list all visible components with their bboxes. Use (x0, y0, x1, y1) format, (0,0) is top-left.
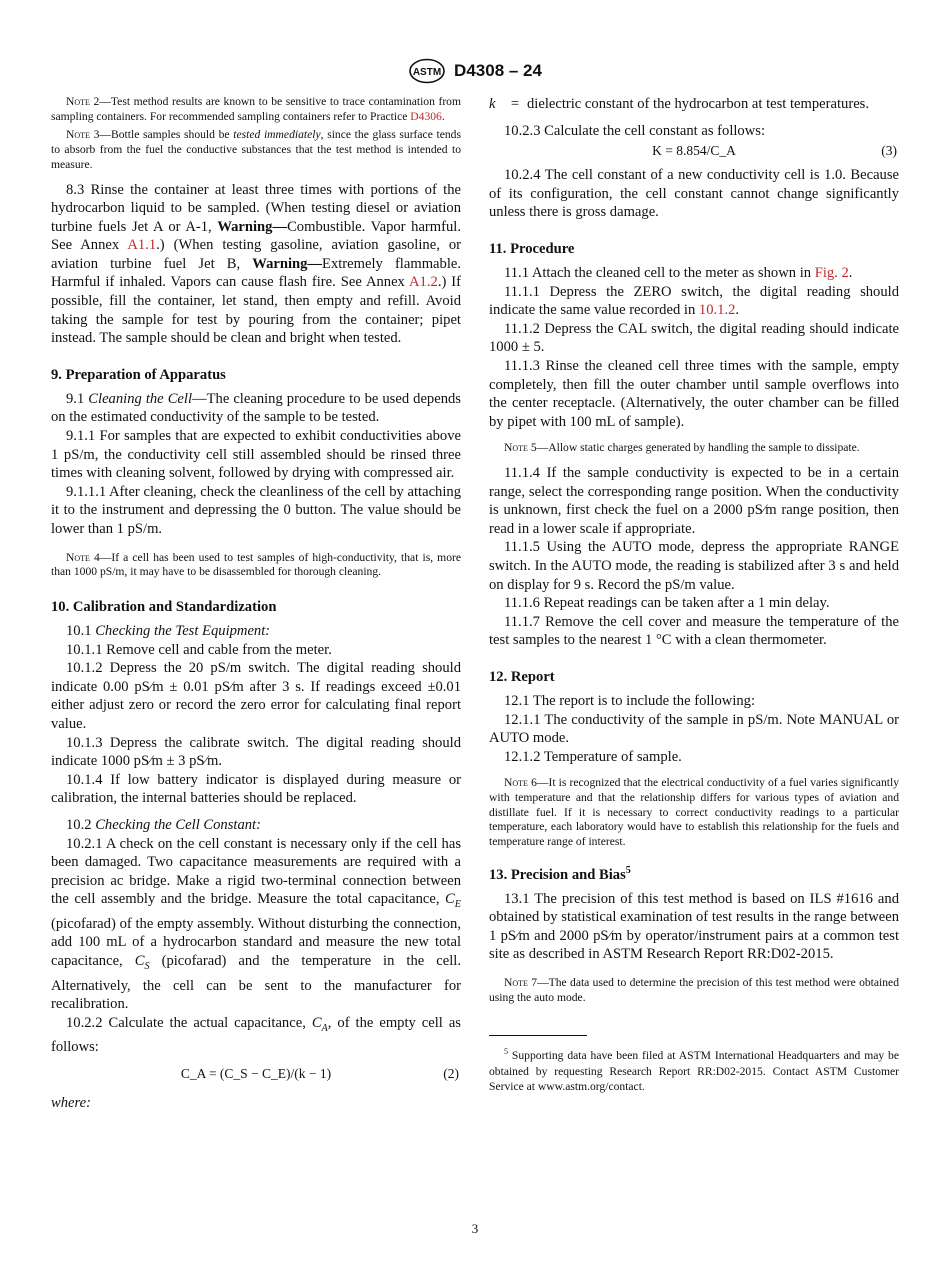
equation-3-number: (3) (881, 143, 897, 159)
section-11-heading: 11. Procedure (489, 240, 575, 257)
equation-3-formula: K = 8.854/C_A (652, 143, 736, 159)
page-header (0, 58, 950, 82)
para-10-1-4: 10.1.4 If low battery indicator is displayed during measure or calibration, the internal batteries should be replaced. (51, 771, 461, 807)
footnote-5: $^5$ Supporting data have been filed at ASTM International Headquarters and may be obtained by requesting Research Report RR:D02-2015. Contact ASTM Customer Service at www.astm.org/contact. (489, 1047, 899, 1093)
section-12-heading: 12. Report (489, 668, 555, 685)
note-5: Note 5—Allow static charges generated by handling the sample to dissipate. (504, 441, 860, 455)
section-9-heading: 9. Preparation of Apparatus (51, 366, 226, 383)
left-column (51, 95, 461, 1112)
para-10-1: 10.1 Checking the Test Equipment: (66, 623, 271, 640)
equation-2-formula: C_A = (C_S − C_E)/(k − 1) (180, 1065, 332, 1081)
para-9-1: 9.1 Cleaning the Cell—The cleaning procedure to be used depends on the estimated conductivity of the sample to be tested. (51, 390, 461, 426)
note-2: Note 2—Test method results are known to be sensitive to trace contamination from sampling containers. For recommended sampling containers refer to Practice D4306. (51, 95, 461, 123)
para-10-2-4: 10.2.4 The cell constant of a new conductivity cell is 1.0. Because of its configuration, the cell constant cannot change significantly unless there is gross damage. (489, 167, 899, 221)
section-13-heading: 13. Precision and Bias$^5$ (489, 864, 631, 883)
para-11-1-1: 11.1.1 Depress the ZERO switch, the digital reading should indicate the same value recorded in 10.1.2. (489, 283, 899, 319)
para-10-1-2: 10.1.2 Depress the 20 pS/m switch. The digital reading should indicate 0.00 pS⁄m ± 0.01 pS⁄m after 3 s. If readings exceed ±0.01 either adjust zero or record the zero error for calculating final report value. (51, 660, 461, 732)
logo-text: ASTM (412, 67, 442, 78)
para-11-1-4: 11.1.4 If the sample conductivity is expected to be in a certain range, select the corresponding range position. When the conductivity is unknown, first check the fuel on a 2000 pS⁄m range position, then read in a lower scale if appropriate. (489, 465, 899, 537)
where-label: where: (51, 1094, 91, 1111)
para-8-3: 8.3 Rinse the container at least three times with portions of the hydrocarbon liquid to be sampled. (When testing diesel or aviation turbine fuels Jet A or A-1, Warning—Combustible. Vapor harmful. See Annex A1.1.) (When testing gasoline, aviation gasoline, or aviation turbine fuel Jet B, Warning—Extremely flammable. Harmful if inhaled. Vapors can cause flash fire. See Annex A1.2.) If possible, fill the container, let stand, then empty and refill. Avoid taking the sample for test by pouring from the container; pipet instead. The sample should be clean and bright when tested. (51, 181, 461, 347)
para-11-1-6: 11.1.6 Repeat readings can be taken after a 1 min delay. (504, 595, 830, 612)
note-4: Note 4—If a cell has been used to test samples of high-conductivity, that is, more than 1000 pS/m, it may have to be disassembled for thorough cleaning. (51, 550, 461, 579)
astm-logo-icon (408, 58, 446, 84)
para-9-1-1: 9.1.1 For samples that are expected to exhibit conductivities above 1 pS/m, the conductivity cell still assembled should be rinsed three times with cleaning solvent, followed by drying with compressed air. (51, 428, 461, 482)
para-10-1-3: 10.1.3 Depress the calibrate switch. The digital reading should indicate 1000 pS⁄m ± 3 pS⁄m. (51, 734, 461, 770)
para-10-2-3: 10.2.3 Calculate the cell constant as follows: (504, 122, 765, 139)
para-11-1-2: 11.1.2 Depress the CAL switch, the digital reading should indicate 1000 ± 5. (489, 320, 899, 356)
para-12-1-1: 12.1.1 The conductivity of the sample in pS/m. Note MANUAL or AUTO mode. (489, 711, 899, 747)
para-13-1: 13.1 The precision of this test method is based on ILS #1616 and obtained by statistical examination of test results in the range between 1 pS⁄m and 2000 pS⁄m by operator/instrument pairs at a common test site as described in ASTM Research Report RR:D02-2015. (489, 890, 899, 963)
para-12-1-2: 12.1.2 Temperature of sample. (504, 748, 682, 765)
para-11-1-7: 11.1.7 Remove the cell cover and measure the temperature of the test samples to the nearest 1 °C with a clean thermometer. (489, 613, 899, 649)
page-number: 3 (471, 1221, 479, 1236)
right-column (489, 95, 899, 1094)
ref-fig-2-link[interactable]: Fig. 2 (814, 264, 849, 281)
para-11-1-5: 11.1.5 Using the AUTO mode, depress the appropriate RANGE switch. In the AUTO mode, the reading is stabilized after 3 s and held on display for 9 s. Record the pS/m value. (489, 539, 899, 593)
note-3: Note 3—Bottle samples should be tested immediately, since the glass surface tends to absorb from the fuel the conductive substances that the test method is intended to measure. (51, 128, 461, 171)
para-12-1: 12.1 The report is to include the following: (504, 692, 756, 709)
equation-2 (51, 1063, 461, 1085)
footnote-divider (489, 1035, 587, 1036)
ref-a1-2-link[interactable]: A1.2 (409, 274, 438, 291)
note-6: Note 6—It is recognized that the electrical conductivity of a fuel varies significantly with temperature and that the relationship differs for various types of aviation and distillate fuel. If it is necessary to correct conductivity readings to a particular temperature, each laboratory would have to establish this relationship for the fuels and temperature range of interest. (489, 776, 899, 849)
para-10-1-1: 10.1.1 Remove cell and cable from the meter. (66, 641, 332, 658)
para-11-1: 11.1 Attach the cleaned cell to the meter as shown in Fig. 2. (504, 264, 853, 281)
ref-10-1-2-link[interactable]: 10.1.2 (698, 302, 736, 319)
para-11-1-3: 11.1.3 Rinse the cleaned cell three times with the sample, empty completely, then fill the outer chamber until sample overflows into the center receptacle. (Alternatively, the outer chamber can be filled by pipet with 100 mL of sample). (489, 357, 899, 430)
para-9-1-1-1: 9.1.1.1 After cleaning, check the cleanliness of the cell by attaching it to the instrument and depressing the 0 button. The value should be lower than 1 pS/m. (51, 483, 461, 538)
para-10-2-1: 10.2.1 A check on the cell constant is necessary only if the cell has been damaged. Two capacitance measurements are required with a precision ac bridge. Make a rigid two-terminal connection between the cell assembly and the bridge. Measure the total capacitance, $C_E$ (picofarad) of the empty assembly. Without disturbing the connection, add 100 mL of a hydrocarbon standard and measure the new total capacitance, $C_S$ (picofarad) and the temperature in the cell. Alternatively, the cell can be sent to the manufacturer for recalibration. (51, 835, 461, 1013)
ref-a1-1-link[interactable]: A1.1 (127, 237, 157, 254)
section-10-heading: 10. Calibration and Standardization (51, 599, 277, 616)
para-10-2: 10.2 Checking the Cell Constant: (66, 816, 261, 833)
equation-2-number: (2) (443, 1065, 459, 1081)
equation-3 (489, 140, 899, 162)
document-designation: D4308 – 24 (454, 61, 542, 80)
k-definition: k = dielectric constant of the hydrocarbon at test temperatures. (489, 96, 870, 112)
para-10-2-2: 10.2.2 Calculate the actual capacitance, $C_A$, of the empty cell as follows: (51, 1014, 461, 1056)
ref-d4306-link[interactable]: D4306 (410, 109, 442, 123)
note-7: Note 7—The data used to determine the precision of this test method were obtained using the auto mode. (489, 976, 899, 1004)
